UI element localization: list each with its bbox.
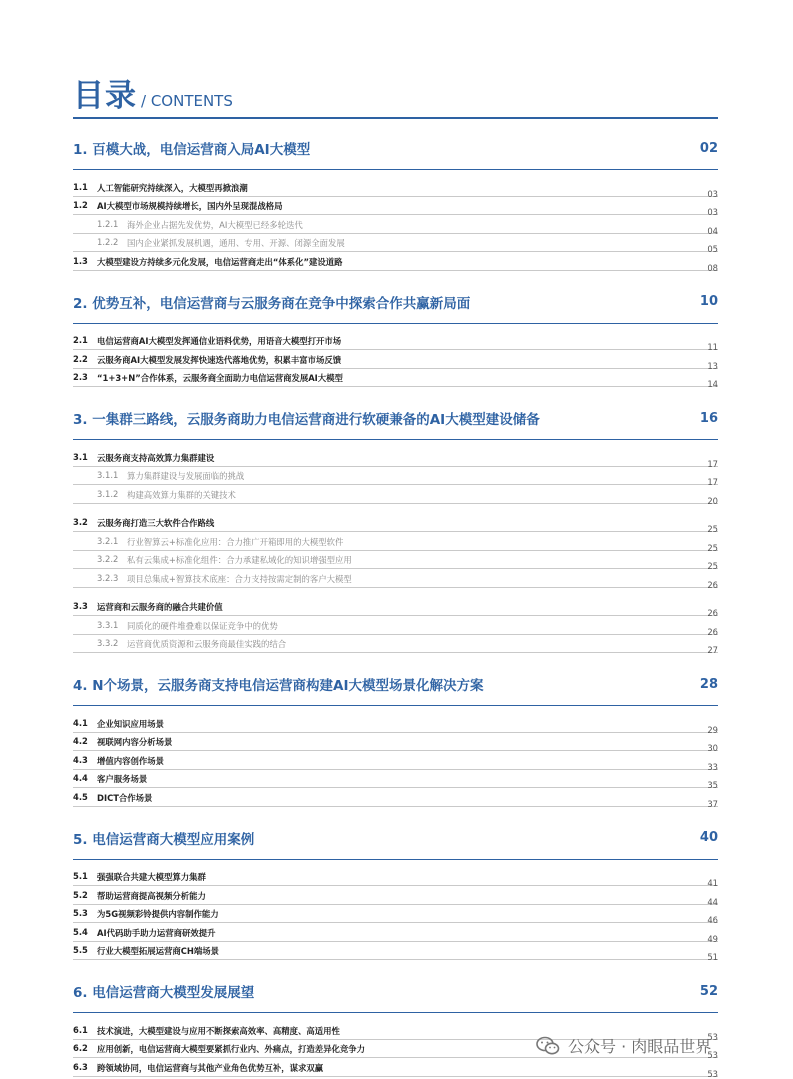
table-of-contents <box>73 117 718 1077</box>
toc-entry[interactable] <box>73 332 718 351</box>
entry-title: 企业知识应用场景 <box>97 718 164 729</box>
toc-entry[interactable] <box>73 234 718 253</box>
wechat-icon <box>536 1036 560 1056</box>
toc-section <box>73 283 718 388</box>
entry-title: 技术演进，大模型建设与应用不断探索高效率、高精度、高适用性 <box>97 1025 340 1036</box>
entry-page-number: 25 <box>707 561 718 571</box>
toc-entry[interactable] <box>73 369 718 388</box>
entry-number: 3.2.3 <box>97 572 119 583</box>
entry-number: 1.2 <box>73 200 88 210</box>
toc-section <box>73 665 718 807</box>
entry-title: 跨领域协同，电信运营商与其他产业角色优势互补，谋求双赢 <box>97 1062 324 1073</box>
toc-entry[interactable] <box>73 178 718 197</box>
entry-number: 5.5 <box>73 945 88 955</box>
entry-number: 6.1 <box>73 1024 88 1035</box>
section-page-number: 52 <box>699 983 718 999</box>
entry-number: 5.4 <box>73 926 88 937</box>
entry-number: 3.1.1 <box>97 470 119 480</box>
entry-title: 同质化的硬件堆叠难以保证竞争中的优势 <box>127 620 278 631</box>
entry-page-number: 13 <box>707 360 718 371</box>
section-page-number: 40 <box>699 830 718 845</box>
entry-number: 4.1 <box>73 717 88 728</box>
entry-number: 4.5 <box>73 791 88 802</box>
entry-title: 大模型建设方持续多元化发展，电信运营商走出“体系化”建设道路 <box>97 256 343 267</box>
toc-entry[interactable] <box>73 514 718 533</box>
entry-number: 1.1 <box>73 181 88 192</box>
toc-entry[interactable] <box>73 616 718 635</box>
section-page-number: 28 <box>699 676 718 692</box>
entry-number: 5.1 <box>73 871 88 881</box>
entry-title: 云服务商打造三大软件合作路线 <box>97 518 215 528</box>
entry-page-number: 53 <box>707 1031 718 1042</box>
entry-page-number: 20 <box>707 495 718 506</box>
entry-page-number: 53 <box>707 1068 718 1079</box>
entry-number: 3.3.2 <box>97 638 119 648</box>
toc-entry[interactable] <box>73 733 718 752</box>
entry-number: 6.3 <box>73 1061 88 1072</box>
entry-title: 运营商优质资源和云服务商最佳实践的结合 <box>127 639 287 649</box>
toc-entry[interactable] <box>73 350 718 369</box>
entry-title: 行业智算云+标准化应用：合力推广开箱即用的大模型软件 <box>127 536 344 547</box>
page-subtitle: / CONTENTS <box>141 92 233 110</box>
entry-number: 4.2 <box>73 736 88 746</box>
entry-page-number: 37 <box>707 798 718 809</box>
entry-title: 帮助运营商提高视频分析能力 <box>97 890 206 901</box>
watermark-text: 公众号 · 肉眼品世界 <box>568 1037 712 1056</box>
entry-number: 3.2.1 <box>97 535 119 546</box>
toc-entry[interactable] <box>73 714 718 733</box>
toc-section <box>73 129 718 271</box>
entry-title: 国内企业紧抓发展机遇，通用、专用、开源、闭源全面发展 <box>127 238 345 248</box>
entry-page-number: 04 <box>707 225 718 236</box>
toc-entry[interactable] <box>73 770 718 789</box>
entry-page-number: 26 <box>707 579 718 590</box>
toc-entry[interactable] <box>73 569 718 588</box>
entry-page-number: 25 <box>707 542 718 553</box>
entry-page-number: 35 <box>707 780 718 790</box>
entry-title: 构建高效算力集群的关键技术 <box>127 489 236 500</box>
section-title: 1. 百模大战，电信运营商入局AI大模型 <box>73 142 311 158</box>
entry-page-number: 51 <box>707 952 718 962</box>
toc-entry[interactable] <box>73 485 718 504</box>
entry-number: 2.2 <box>73 353 88 364</box>
section-page-number: 02 <box>699 140 718 156</box>
page-title: 目录 <box>73 78 137 114</box>
entry-number: 3.1.2 <box>97 488 119 499</box>
toc-entry[interactable] <box>73 215 718 234</box>
toc-entry[interactable] <box>73 788 718 807</box>
entry-page-number: 30 <box>707 743 718 753</box>
toc-entry[interactable] <box>73 751 718 770</box>
entry-title: 视联网内容分析场景 <box>97 737 173 747</box>
entry-number: 4.4 <box>73 773 88 783</box>
section-heading[interactable] <box>73 129 718 170</box>
toc-entry[interactable] <box>73 598 718 617</box>
entry-number: 3.3.1 <box>97 619 119 630</box>
entry-number: 1.2.2 <box>97 237 119 247</box>
entry-title: AI代码助手助力运营商研效提升 <box>97 927 216 938</box>
section-heading[interactable] <box>73 399 718 440</box>
entry-title: 运营商和云服务商的融合共建价值 <box>97 602 223 612</box>
section-heading[interactable] <box>73 283 718 324</box>
entry-title: 算力集群建设与发展面临的挑战 <box>127 471 245 481</box>
toc-entry[interactable] <box>73 448 718 467</box>
entry-number: 3.3 <box>73 601 88 611</box>
entry-number: 3.2.2 <box>97 554 119 564</box>
toc-entry[interactable] <box>73 868 718 887</box>
entry-page-number: 17 <box>707 458 718 469</box>
toc-entry[interactable] <box>73 942 718 961</box>
entry-number: 2.1 <box>73 335 88 345</box>
toc-entry[interactable] <box>73 532 718 551</box>
toc-entry[interactable] <box>73 923 718 942</box>
entry-page-number: 46 <box>707 915 718 925</box>
section-title: 5. 电信运营商大模型应用案例 <box>73 831 255 848</box>
entry-number: 6.2 <box>73 1043 88 1053</box>
entry-number: 1.3 <box>73 255 88 266</box>
toc-entry[interactable] <box>73 551 718 570</box>
toc-section <box>73 972 718 1077</box>
section-title: 2. 优势互补，电信运营商与云服务商在竞争中探索合作共赢新局面 <box>73 295 471 312</box>
entry-title: 强强联合共建大模型算力集群 <box>97 872 206 882</box>
section-title: 3. 一集群三路线，云服务商助力电信运营商进行软硬兼备的AI大模型建设储备 <box>73 412 540 428</box>
entry-page-number: 53 <box>707 1050 718 1060</box>
entry-title: DICT合作场景 <box>97 792 153 803</box>
entry-number: 3.2 <box>73 517 88 527</box>
toc-entry[interactable] <box>73 252 718 271</box>
entry-page-number: 08 <box>707 262 718 273</box>
toc-section <box>73 819 718 961</box>
entry-title: 电信运营商AI大模型发挥通信业语料优势，用语音大模型打开市场 <box>97 336 342 346</box>
entry-title: 云服务商支持高效算力集群建设 <box>97 452 215 463</box>
section-title: 6. 电信运营商大模型发展展望 <box>73 985 255 1001</box>
entry-title: “1+3+N”合作体系，云服务商全面助力电信运营商发展AI大模型 <box>97 373 343 383</box>
toc-entry[interactable] <box>73 635 718 654</box>
entry-page-number: 49 <box>707 933 718 944</box>
entry-page-number: 26 <box>707 608 718 618</box>
toc-entry[interactable] <box>73 467 718 486</box>
section-heading[interactable] <box>73 972 718 1013</box>
section-heading[interactable] <box>73 819 718 860</box>
toc-section <box>73 399 718 653</box>
entry-title: 私有云集成+标准化组件：合力承建私域化的知识增强型应用 <box>127 555 352 565</box>
entry-page-number: 29 <box>707 724 718 735</box>
entry-number: 5.3 <box>73 908 88 918</box>
entry-title: 为5G视频彩铃提供内容制作能力 <box>97 909 219 919</box>
entry-page-number: 33 <box>707 761 718 772</box>
entry-number: 2.3 <box>73 372 88 382</box>
entry-page-number: 17 <box>707 477 718 487</box>
toc-entry[interactable] <box>73 1058 718 1077</box>
entry-title: 云服务商AI大模型发展发挥快速迭代落地优势，积累丰富市场反馈 <box>97 354 342 365</box>
entry-page-number: 14 <box>707 379 718 389</box>
entry-number: 1.2.1 <box>97 218 119 229</box>
entry-page-number: 44 <box>707 896 718 907</box>
entry-page-number: 27 <box>707 645 718 655</box>
entry-title: AI大模型市场规模持续增长，国内外呈现混战格局 <box>97 201 283 211</box>
section-page-number: 16 <box>699 410 718 426</box>
entry-page-number: 41 <box>707 878 718 888</box>
entry-page-number: 25 <box>707 524 718 534</box>
entry-page-number: 03 <box>707 188 718 199</box>
entry-page-number: 05 <box>707 244 718 254</box>
entry-number: 5.2 <box>73 889 88 900</box>
toc-entry[interactable] <box>73 886 718 905</box>
entry-number: 4.3 <box>73 754 88 765</box>
section-title: 4. N个场景，云服务商支持电信运营商构建AI大模型场景化解决方案 <box>73 678 484 694</box>
entry-title: 海外企业占据先发优势，AI大模型已经多轮迭代 <box>127 219 303 230</box>
entry-page-number: 11 <box>707 342 718 352</box>
section-page-number: 10 <box>699 294 718 309</box>
entry-page-number: 03 <box>707 207 718 217</box>
page-header <box>73 70 233 114</box>
section-heading[interactable] <box>73 665 718 706</box>
entry-number: 3.1 <box>73 451 88 462</box>
entry-title: 人工智能研究持续深入，大模型再掀浪潮 <box>97 182 248 193</box>
entry-title: 项目总集成+智算技术底座：合力支持按需定制的客户大模型 <box>127 573 352 584</box>
entry-title: 行业大模型拓展运营商CH端场景 <box>97 946 220 956</box>
toc-entry[interactable] <box>73 905 718 924</box>
entry-title: 应用创新，电信运营商大模型要紧抓行业内、外痛点，打造差异化竞争力 <box>97 1044 365 1054</box>
entry-title: 增值内容创作场景 <box>97 755 164 766</box>
entry-title: 客户服务场景 <box>97 774 148 784</box>
toc-entry[interactable] <box>73 197 718 216</box>
entry-page-number: 26 <box>707 626 718 637</box>
watermark <box>536 1034 711 1057</box>
